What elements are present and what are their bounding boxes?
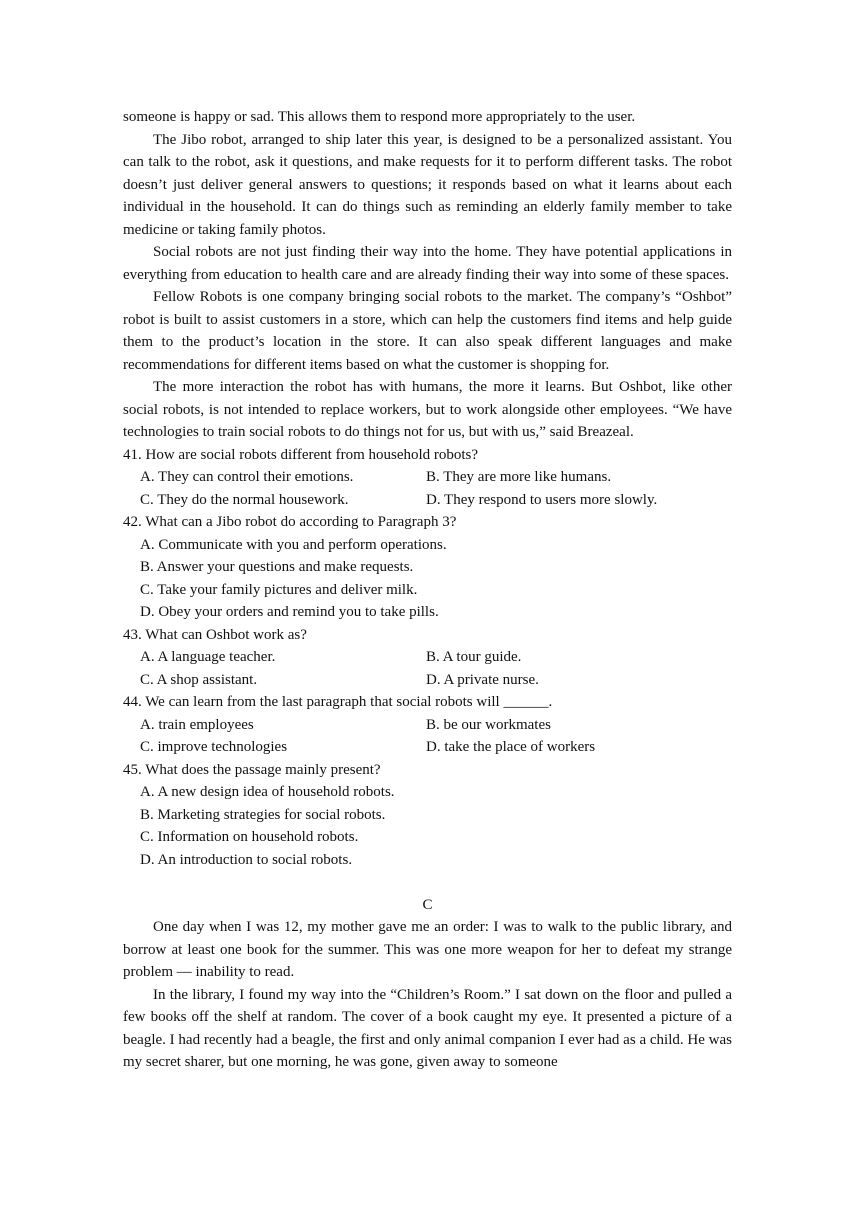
option-list bbox=[123, 714, 732, 759]
paragraph-applications: Social robots are not just finding their way into the home. They have potential applications in everything from education to health care and are already finding their way into some of these spaces. bbox=[123, 244, 732, 283]
question-stem: 44. We can learn from the last paragraph that social robots will ______. bbox=[123, 694, 553, 710]
option-d: D. A private nurse. bbox=[426, 671, 539, 688]
option-d: D. Obey your orders and remind you to take pills. bbox=[140, 604, 439, 620]
option-list bbox=[123, 534, 732, 624]
question-stem: 42. What can a Jibo robot do according to Paragraph 3? bbox=[123, 514, 457, 530]
paragraph-b-continuation: someone is happy or sad. This allows them to respond more appropriately to the user. bbox=[123, 109, 636, 125]
paragraph-oshbot: Fellow Robots is one company bringing social robots to the market. The company’s “Oshbot” robot is built to assist customers in a store, which can help the customers find items and help guide them to the product’s location in the store. It can also speak different languages and make recommendations for different items based on what the customer is shopping for. bbox=[123, 289, 732, 373]
option-b: B. They are more like humans. bbox=[426, 469, 612, 485]
question-41 bbox=[123, 444, 732, 512]
section-heading: C bbox=[422, 896, 433, 913]
paragraph-childrens-room: In the library, I found my way into the “Children’s Room.” I sat down on the floor and pulled a few books off the shelf at random. The cover of a book caught my eye. It presented a picture of a beagle. I had recently had a beagle, the first and only animal companion I ever had as a child. He was my secret sharer, but one morning, he was gone, given away to someone bbox=[123, 986, 732, 1070]
option-a: A. A language teacher. bbox=[140, 649, 276, 665]
option-a: A. Communicate with you and perform operations. bbox=[140, 536, 447, 553]
option-c: C. They do the normal housework. bbox=[140, 491, 349, 508]
option-a: A. A new design idea of household robots. bbox=[140, 784, 395, 800]
option-list bbox=[123, 466, 732, 511]
option-b: B. be our workmates bbox=[426, 716, 551, 733]
paragraph-jibo: The Jibo robot, arranged to ship later this year, is designed to be a personalized assistant. You can talk to the robot, ask it questions, and make requests for it to perform different tasks. The robot doesn’t just deliver general answers to questions; it responds based on what it learns about each individual in the household. It can do things such as reminding an elderly family member to take medicine or taking family photos. bbox=[123, 131, 732, 238]
option-b: B. Answer your questions and make requests. bbox=[140, 559, 414, 575]
option-d: D. take the place of workers bbox=[426, 739, 596, 755]
option-list bbox=[123, 646, 732, 691]
option-a: A. train employees bbox=[140, 716, 254, 733]
paragraph-library-order: One day when I was 12, my mother gave me an order: I was to walk to the public library, and borrow at least one book for the summer. This was one more weapon for her to defeat my strange problem — inability to read. bbox=[123, 919, 732, 980]
question-stem: 43. What can Oshbot work as? bbox=[123, 626, 307, 643]
option-list bbox=[123, 781, 732, 871]
option-d: D. They respond to users more slowly. bbox=[426, 491, 658, 508]
question-43 bbox=[123, 624, 732, 692]
option-c: C. Take your family pictures and deliver milk. bbox=[140, 581, 418, 598]
option-d: D. An introduction to social robots. bbox=[140, 851, 353, 868]
question-42 bbox=[123, 511, 732, 624]
option-b: B. Marketing strategies for social robots. bbox=[140, 806, 386, 823]
option-c: C. A shop assistant. bbox=[140, 671, 258, 688]
question-stem: 41. How are social robots different from household robots? bbox=[123, 446, 479, 463]
option-a: A. They can control their emotions. bbox=[140, 469, 354, 485]
option-c: C. improve technologies bbox=[140, 739, 288, 755]
question-44 bbox=[123, 691, 732, 759]
option-b: B. A tour guide. bbox=[426, 649, 522, 665]
option-c: C. Information on household robots. bbox=[140, 829, 359, 845]
document-body bbox=[123, 106, 732, 1074]
question-stem: 45. What does the passage mainly present? bbox=[123, 761, 381, 778]
paragraph-interaction: The more interaction the robot has with humans, the more it learns. But Oshbot, like other social robots, is not intended to replace workers, but to work alongside other employees. “We have technologies to train social robots to do things not for us, but with us,” said Breazeal. bbox=[123, 379, 732, 440]
question-45 bbox=[123, 759, 732, 872]
